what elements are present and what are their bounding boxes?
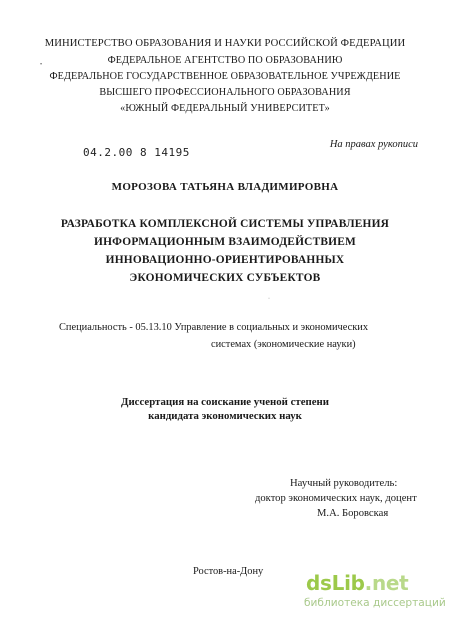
author-name: МОРОЗОВА ТАТЬЯНА ВЛАДИМИРОВНА	[111, 181, 339, 193]
supervisor-label: Научный руководитель:	[290, 478, 398, 489]
rights-note: На правах рукописи	[329, 139, 418, 150]
title-line-3: ИННОВАЦИОННО-ОРИЕНТИРОВАННЫХ	[105, 254, 345, 266]
title-line-2: ИНФОРМАЦИОННЫМ ВЗАИМОДЕЙСТВИЕМ	[94, 236, 356, 248]
university-name: «ЮЖНЫЙ ФЕДЕРАЛЬНЫЙ УНИВЕРСИТЕТ»	[120, 103, 330, 114]
agency-name: ФЕДЕРАЛЬНОЕ АГЕНТСТВО ПО ОБРАЗОВАНИЮ	[107, 55, 343, 66]
education-level: ВЫСШЕГО ПРОФЕССИОНАЛЬНОГО ОБРАЗОВАНИЯ	[99, 87, 351, 98]
title-line-1: РАЗРАБОТКА КОМПЛЕКСНОЙ СИСТЕМЫ УПРАВЛЕНИЯ	[60, 218, 390, 230]
specialty-line-2: системах (экономические науки)	[211, 339, 356, 350]
watermark-logo: dsLib.net	[306, 571, 409, 595]
dissertation-line-1: Диссертация на соискание ученой степени	[121, 396, 329, 408]
title-line-4: ЭКОНОМИЧЕСКИХ СУБЪЕКТОВ	[129, 272, 321, 284]
dslib-watermark	[304, 571, 446, 615]
watermark-subtitle: библиотека диссертаций	[304, 597, 446, 609]
supervisor-name: М.А. Боровская	[317, 508, 389, 519]
specialty-line-1: Специальность - 05.13.10 Управление в социальных и экономических	[59, 322, 369, 333]
scan-speck: ·	[268, 296, 270, 302]
scan-speck: •	[40, 62, 43, 68]
dissertation-line-2: кандидата экономических наук	[148, 410, 302, 422]
ministry-name: МИНИСТЕРСТВО ОБРАЗОВАНИЯ И НАУКИ РОССИЙСКОЙ ФЕДЕРАЦИИ	[44, 38, 406, 49]
institution-type: ФЕДЕРАЛЬНОЕ ГОСУДАРСТВЕННОЕ ОБРАЗОВАТЕЛЬНОЕ УЧРЕЖДЕНИЕ	[49, 71, 401, 82]
supervisor-degree: доктор экономических наук, доцент	[255, 493, 417, 504]
city: Ростов-на-Дону	[193, 566, 264, 577]
stamp-number: 04.2.00 8 14195	[83, 146, 190, 159]
